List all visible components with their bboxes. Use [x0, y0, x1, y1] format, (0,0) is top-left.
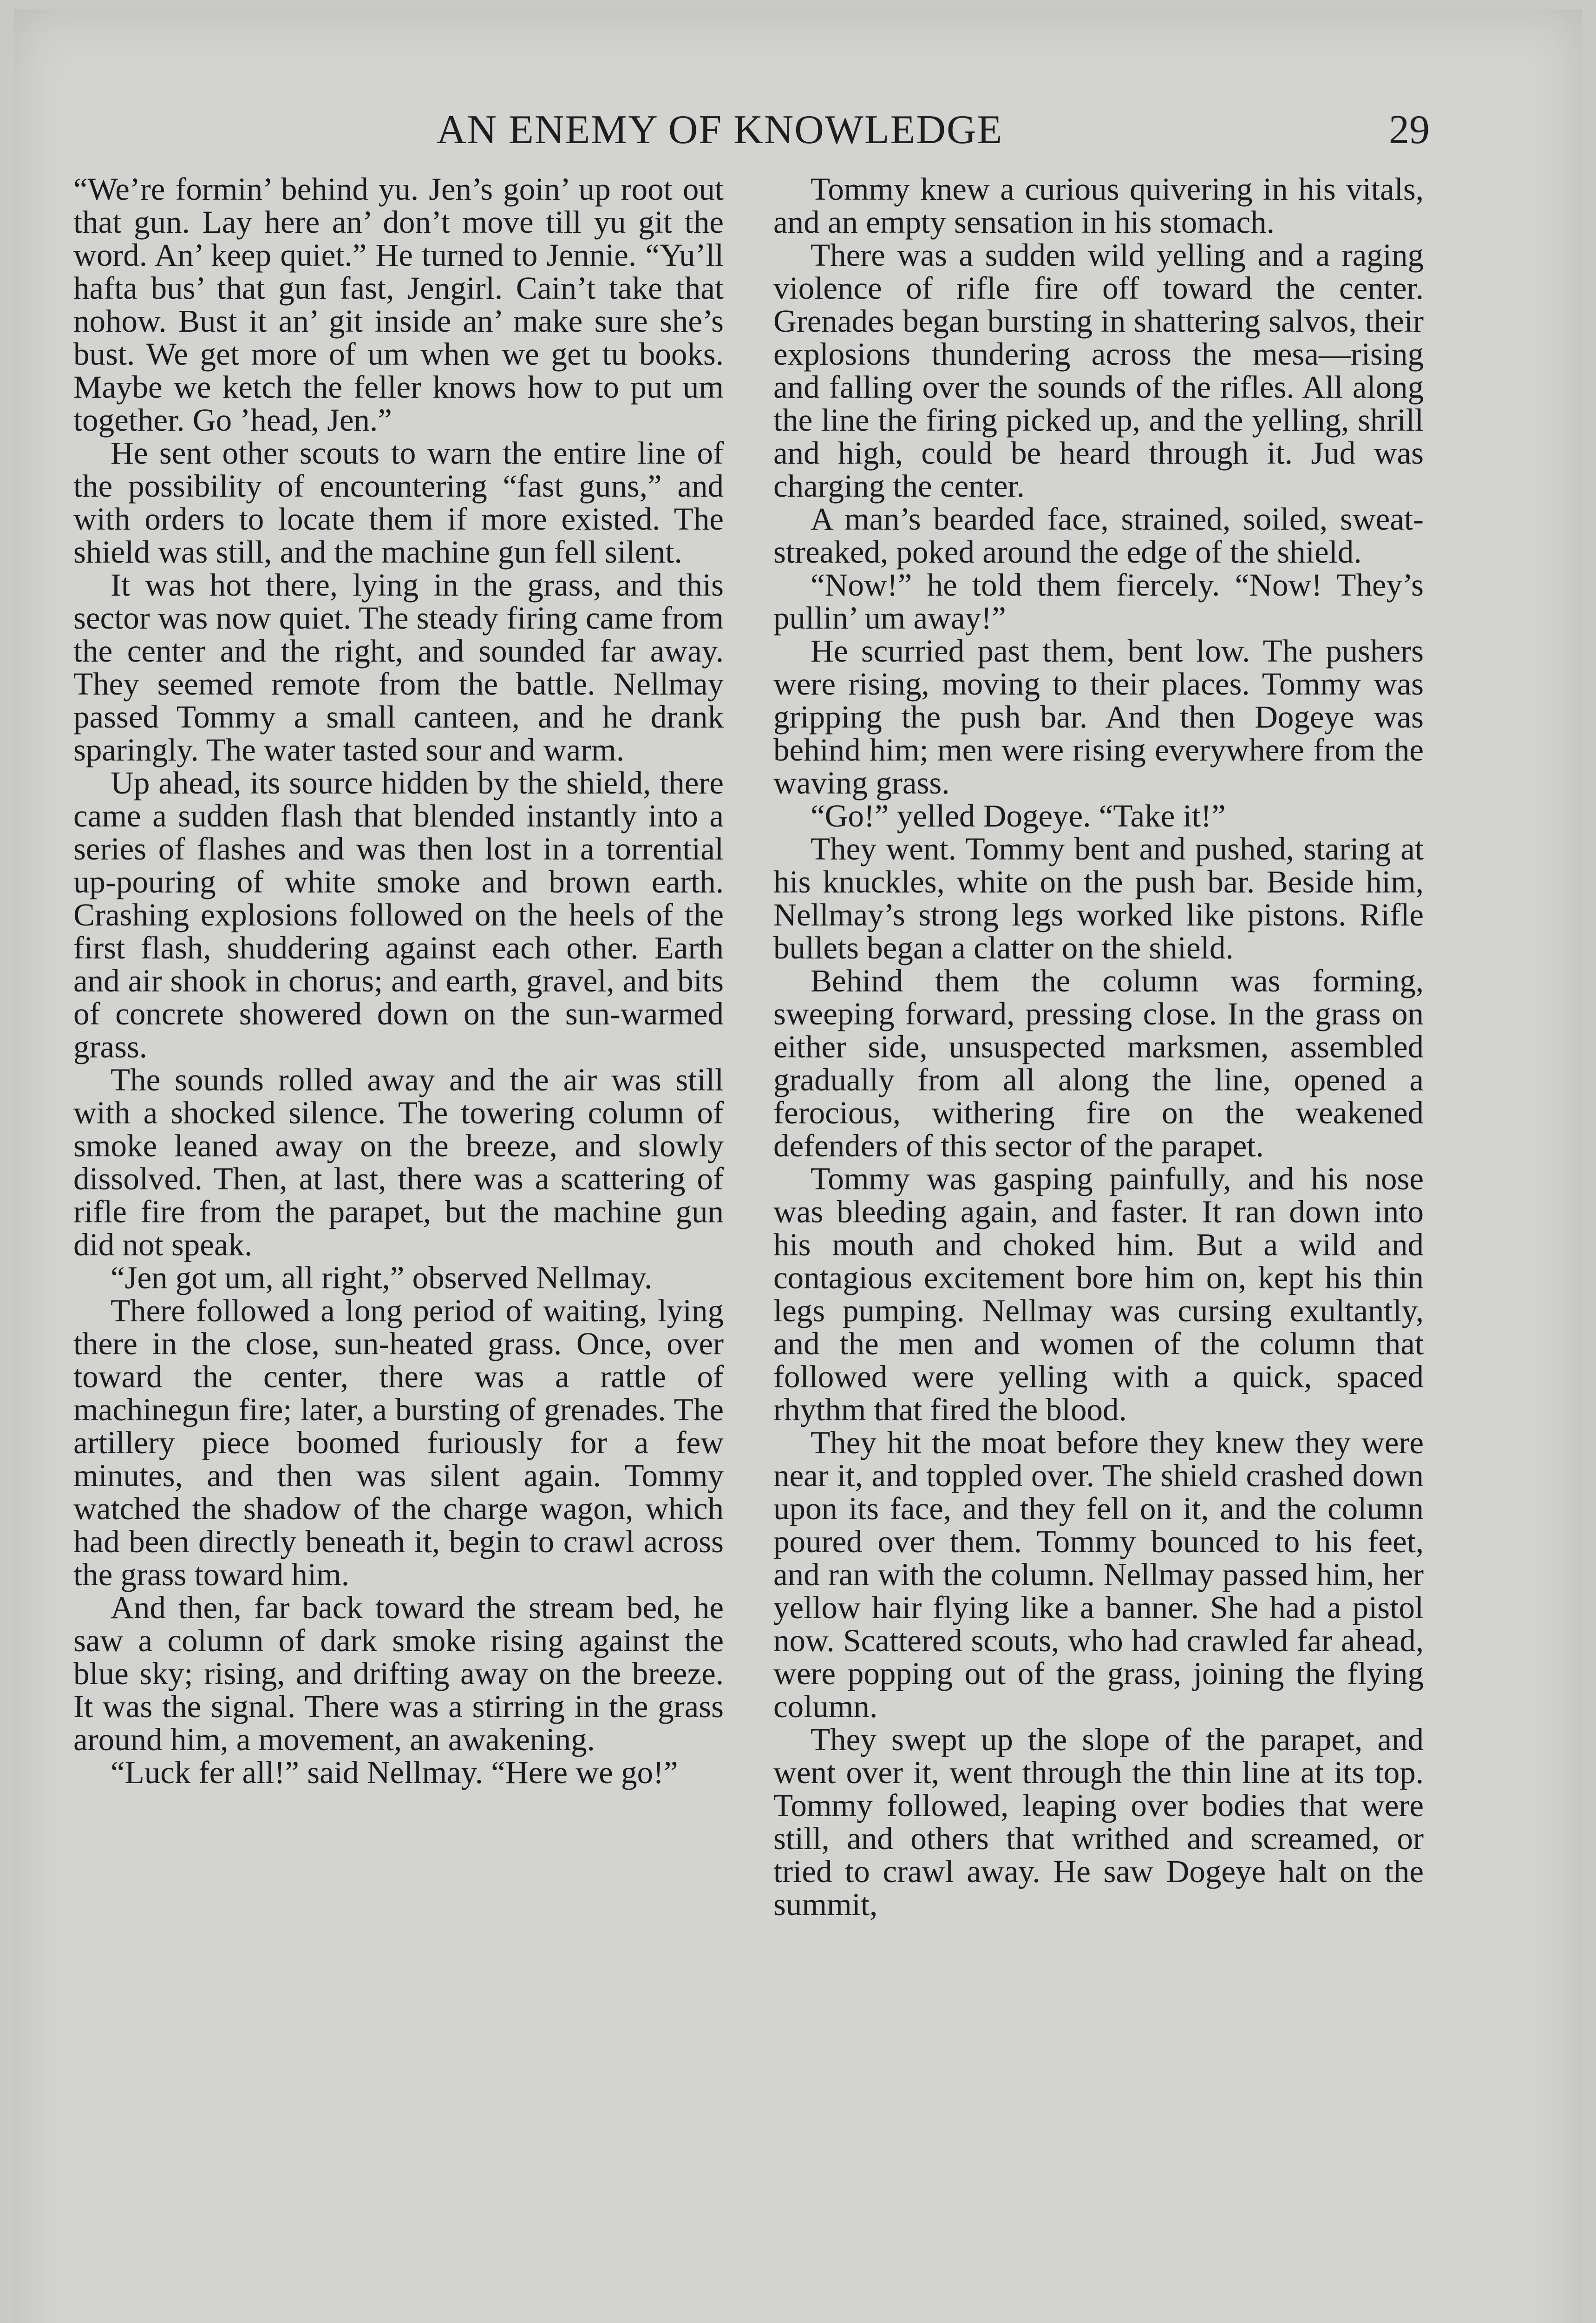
- paragraph: They swept up the slope of the parapet, and went over it, went through the thin line at its top. Tommy followed, leaping over bodies that were still, and others that writhed and screamed, or tried to crawl away. He saw Dogeye halt on the summit,: [773, 1722, 1424, 1922]
- paragraph: “We’re formin’ behind yu. Jen’s goin’ up root out that gun. Lay here an’ don’t move till yu git the word. An’ keep quiet.” He turned to Jennie. “Yu’ll hafta bus’ that gun fast, Jengirl. Cain’t take that nohow. Bust it an’ git inside an’ make sure she’s bust. We get more of um when we get tu books. Maybe we ketch the feller knows how to put um together. Go ’head, Jen.”: [73, 171, 724, 438]
- paragraph: They went. Tommy bent and pushed, staring at his knuckles, white on the push bar. Beside him, Nellmay’s strong legs worked like pistons. Rifle bullets began a clatter on the shield.: [773, 831, 1424, 965]
- paragraph: “Jen got um, all right,” observed Nellmay.: [111, 1260, 653, 1295]
- right-column: [773, 173, 1424, 1921]
- paragraph: Behind them the column was forming, sweeping forward, pressing close. In the grass on either side, unsuspected marksmen, assembled gradually from all along the line, opened a ferocious, withering fire on the weakened defenders of this sector of the parapet.: [773, 963, 1424, 1163]
- paragraph: “Luck fer all!” said Nellmay. “Here we go!”: [111, 1755, 678, 1790]
- paragraph: Tommy was gasping painfully, and his nose was bleeding again, and faster. It ran down into his mouth and choked him. But a wild and contagious excitement bore him on, kept his thin legs pumping. Nellmay was cursing exultantly, and the men and women of the column that followed were yelling with a quick, spaced rhythm that fired the blood.: [773, 1161, 1424, 1427]
- paragraph: “Go!” yelled Dogeye. “Take it!”: [811, 798, 1226, 833]
- paragraph: It was hot there, lying in the grass, and this sector was now quiet. The steady firing came from the center and the right, and sounded far away. They seemed remote from the battle. Nellmay passed Tommy a small canteen, and he drank sparingly. The water tasted sour and warm.: [73, 567, 724, 768]
- paragraph: “Now!” he told them fiercely. “Now! They’s pullin’ um away!”: [773, 567, 1424, 636]
- paragraph: Tommy knew a curious quivering in his vitals, and an empty sensation in his stomach.: [773, 171, 1424, 240]
- paragraph: There was a sudden wild yelling and a raging violence of rifle fire off toward the center. Grenades began bursting in shattering salvos, their explosions thundering across the mesa—rising and falling over the sounds of the rifles. All along the line the firing picked up, and the yelling, shrill and high, could be heard through it. Jud was charging the center.: [773, 237, 1424, 504]
- paragraph: Up ahead, its source hidden by the shield, there came a sudden flash that blended instantly into a series of flashes and was then lost in a torrential up-pouring of white smoke and brown earth. Crashing explosions followed on the heels of the first flash, shuddering against each other. Earth and air shook in chorus; and earth, gravel, and bits of concrete showered down on the sun-warmed grass.: [73, 765, 724, 1064]
- paragraph: And then, far back toward the stream bed, he saw a column of dark smoke rising against the blue sky; rising, and drifting away on the breeze. It was the signal. There was a stirring in the grass around him, a movement, an awakening.: [73, 1590, 724, 1757]
- page-header: [0, 105, 1596, 156]
- paragraph: A man’s bearded face, strained, soiled, sweat-streaked, poked around the edge of the shield.: [773, 501, 1424, 570]
- paragraph: There followed a long period of waiting, lying there in the close, sun-heated grass. Once, over toward the center, there was a rattle of machinegun fire; later, a bursting of grenades. The artillery piece boomed furiously for a few minutes, and then was silent again. Tommy watched the shadow of the charge wagon, which had been directly beneath it, begin to crawl across the grass toward him.: [73, 1293, 724, 1592]
- left-column: [73, 173, 724, 1789]
- paragraph: He scurried past them, bent low. The pushers were rising, moving to their places. Tommy was gripping the push bar. And then Dogeye was behind him; men were rising everywhere from the waving grass.: [773, 633, 1424, 801]
- paragraph: The sounds rolled away and the air was still with a shocked silence. The towering column of smoke leaned away on the breeze, and slowly dissolved. Then, at last, there was a scattering of rifle fire from the parapet, but the machine gun did not speak.: [73, 1062, 724, 1262]
- paragraph: He sent other scouts to warn the entire line of the possibility of encountering “fast guns,” and with orders to locate them if more existed. The shield was still, and the machine gun fell silent.: [73, 435, 724, 570]
- paragraph: They hit the moat before they knew they were near it, and toppled over. The shield crashed down upon its face, and they fell on it, and the column poured over them. Tommy bounced to his feet, and ran with the column. Nellmay passed him, her yellow hair flying like a banner. She had a pistol now. Scattered scouts, who had crawled far ahead, were popping out of the grass, joining the flying column.: [773, 1425, 1424, 1724]
- running-title: AN ENEMY OF KNOWLEDGE: [437, 107, 1003, 152]
- page-number: 29: [1389, 107, 1430, 152]
